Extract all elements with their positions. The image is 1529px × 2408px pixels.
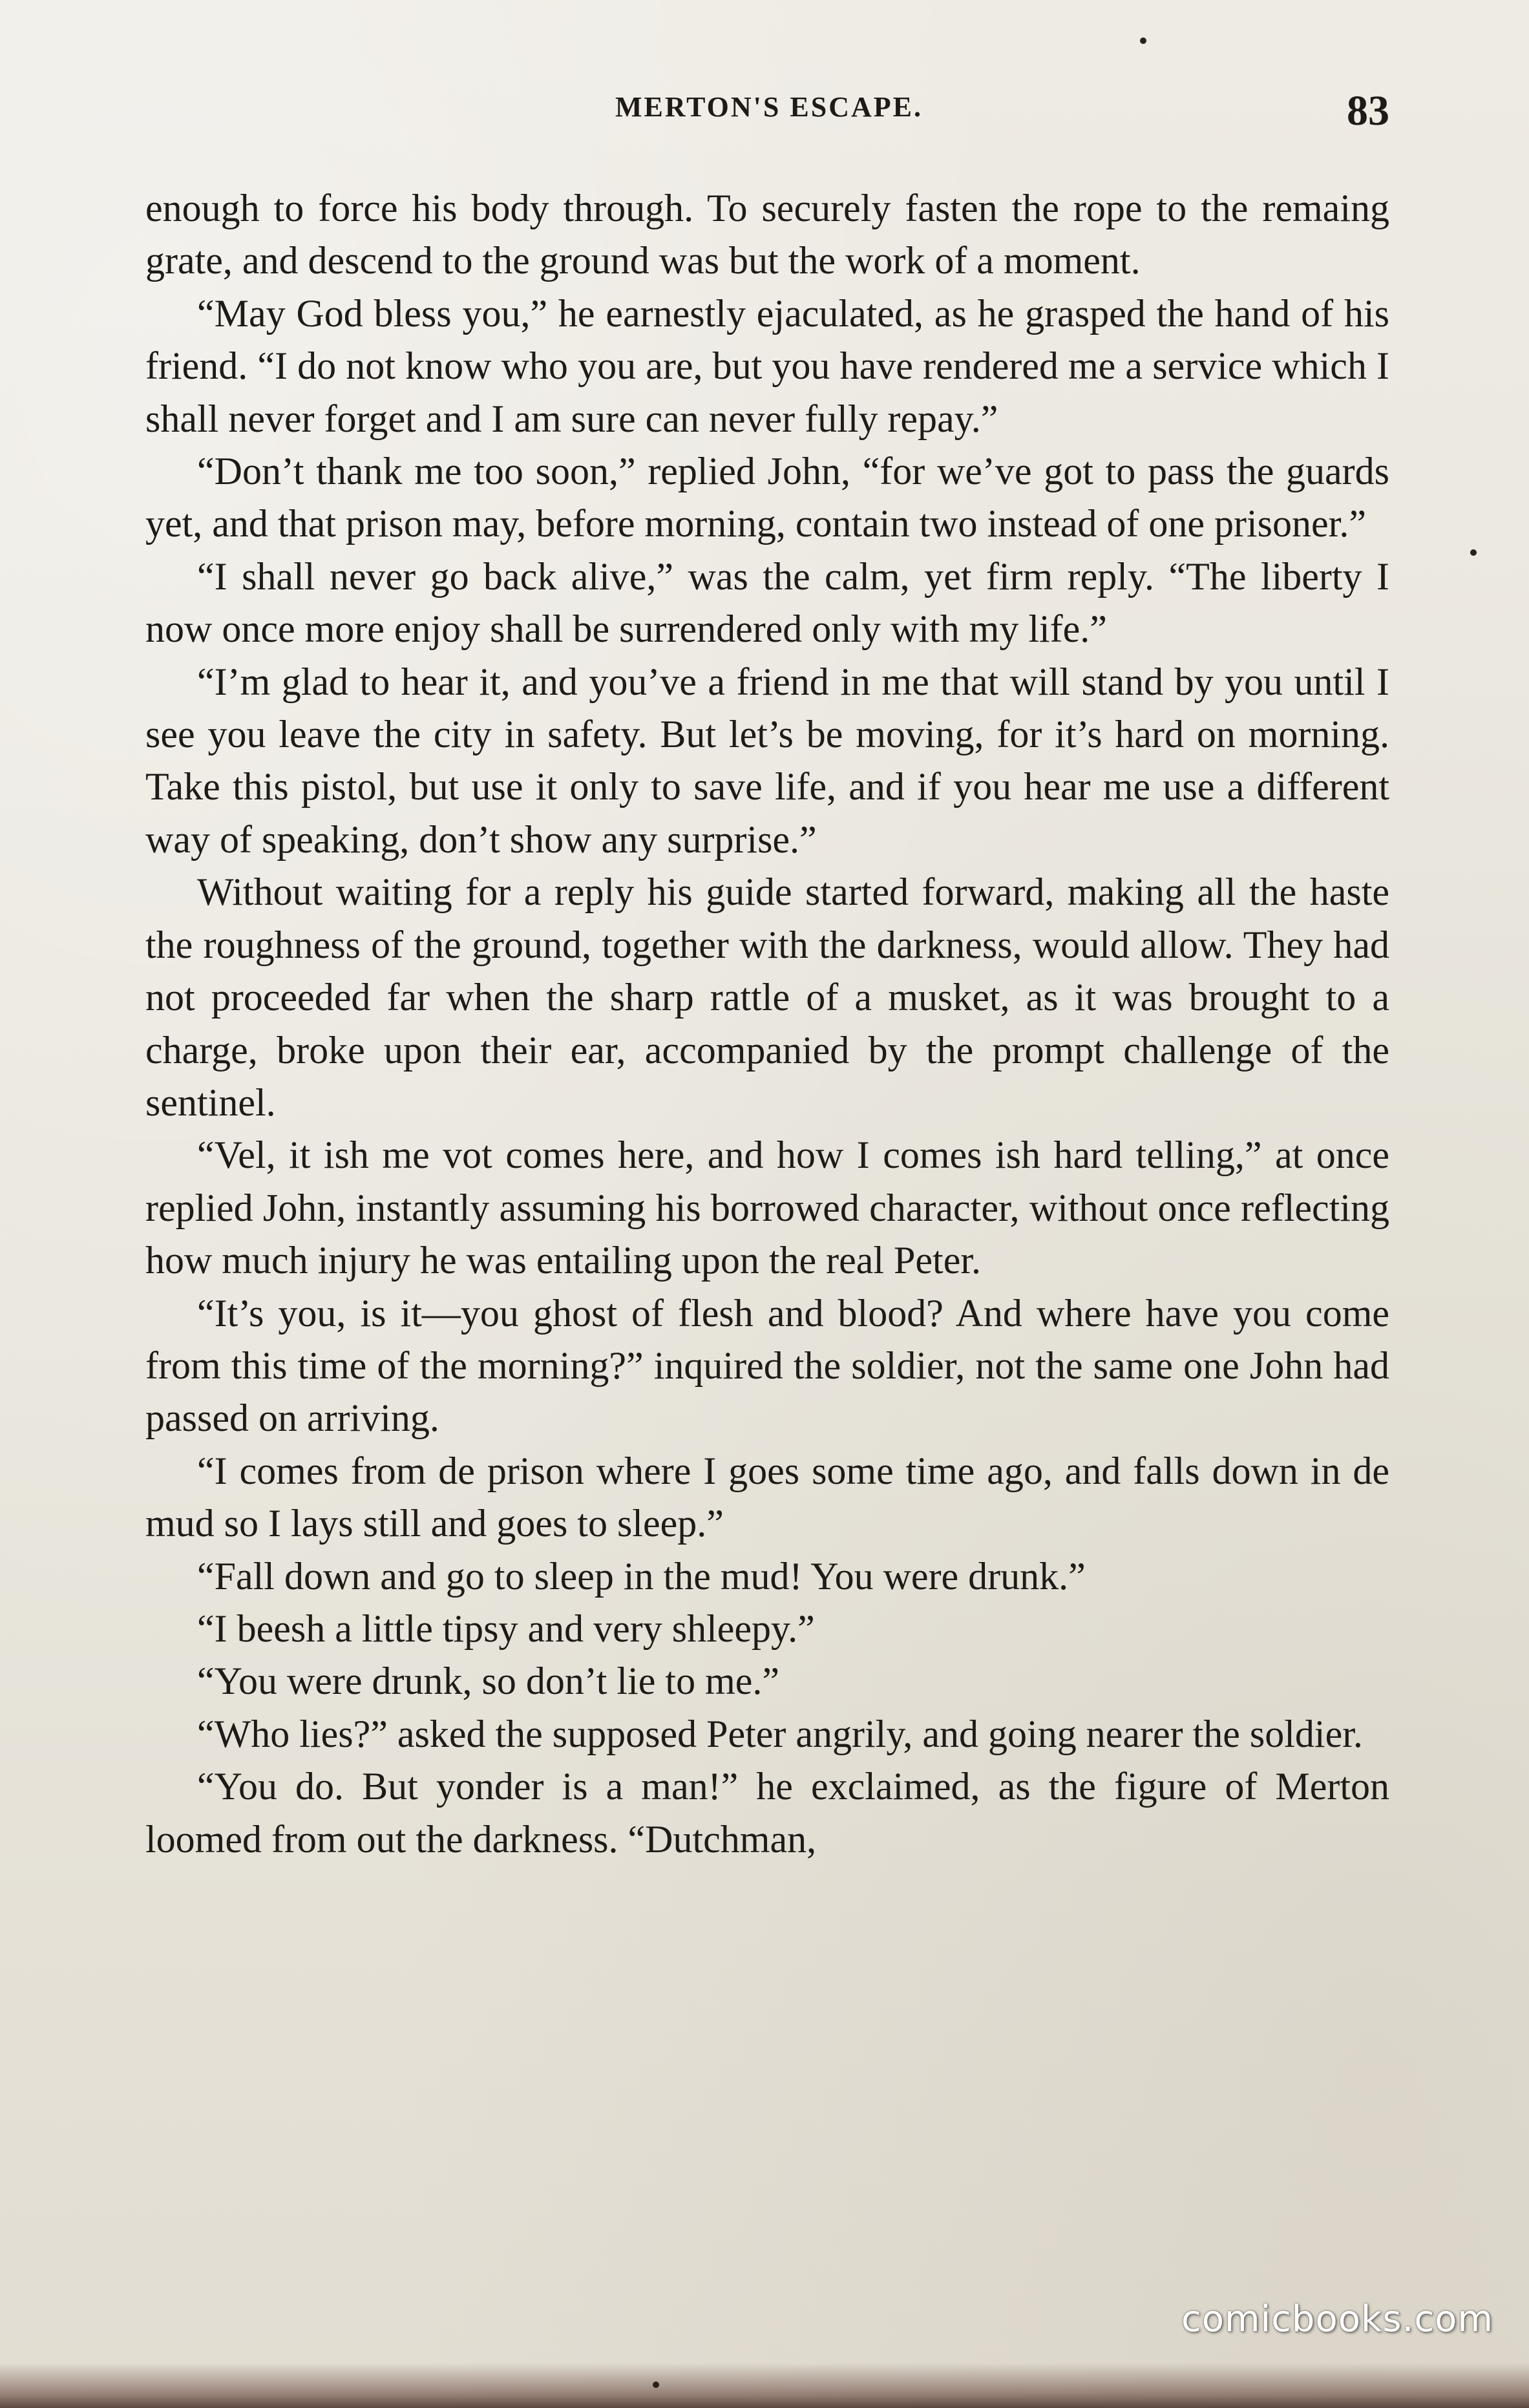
text-body [145,182,1389,1866]
paragraph: “I shall never go back alive,” was the calm, yet firm reply. “The liberty I now once more enjoy shall be surrendered only with my life.” [145,554,1389,651]
paragraph: “It’s you, is it—you ghost of flesh and blood? And where have you come from this time of the morning?” inquired the soldier, not the same one John had passed on arriving. [145,1291,1389,1440]
paragraph: “Vel, it ish me vot comes here, and how I comes ish hard telling,” at once replied John, instantly assuming his borrowed character, without once reflecting how much injury he was entailing upon the real Peter. [145,1134,1389,1282]
page-number: 83 [1347,87,1389,134]
paragraph: “I comes from de prison where I goes some time ago, and falls down in de mud so I lays still and goes to sleep.” [145,1449,1389,1545]
running-head [149,87,1389,142]
paragraph: “You do. But yonder is a man!” he exclaimed, as the figure of Merton loomed from out the darkness. “Dutchman, [145,1765,1389,1861]
paragraph: “Who lies?” asked the supposed Peter angrily, and going nearer the soldier. [197,1712,1363,1755]
paragraph: “May God bless you,” he earnestly ejaculated, as he grasped the hand of his friend. “I do not know who you are, but you have rendered me a service which I shall never forget and I am sure can never fully repay.” [145,291,1389,440]
paragraph: “Fall down and go to sleep in the mud! You were drunk.” [197,1554,1086,1598]
ink-speck [1470,549,1477,556]
watermark: comicbooks.com [1181,2298,1493,2340]
paragraph: Without waiting for a reply his guide started forward, making all the haste the roughness of the ground, together with the darkness, would allow. They had not proceeded far when the sharp rattle of a musket, as it was brought to a charge, broke upon their ear, accompanied by the prompt challenge of the sentinel. [145,871,1389,1124]
ink-speck [653,2382,659,2388]
running-title: MERTON'S ESCAPE. [615,91,923,123]
paragraph: “You were drunk, so don’t lie to me.” [197,1660,779,1703]
paragraph: enough to force his body through. To securely fasten the rope to the remaing grate, and descend to the ground was but the work of a moment. [145,187,1389,282]
page-bottom-edge [0,2363,1529,2408]
paragraph: “I’m glad to hear it, and you’ve a friend in me that will stand by you until I see you leave the city in safety. But let’s be moving, for it’s hard on morning. Take this pistol, but use it only to save life, and if you hear me use a different way of speaking, don’t show any surprise.” [145,660,1389,861]
paragraph: “I beesh a little tipsy and very shleepy.” [197,1607,815,1650]
ink-speck [1140,37,1146,44]
paragraph: “Don’t thank me too soon,” replied John, “for we’ve got to pass the guards yet, and that prison may, before morning, contain two instead of one prisoner.” [145,450,1389,545]
